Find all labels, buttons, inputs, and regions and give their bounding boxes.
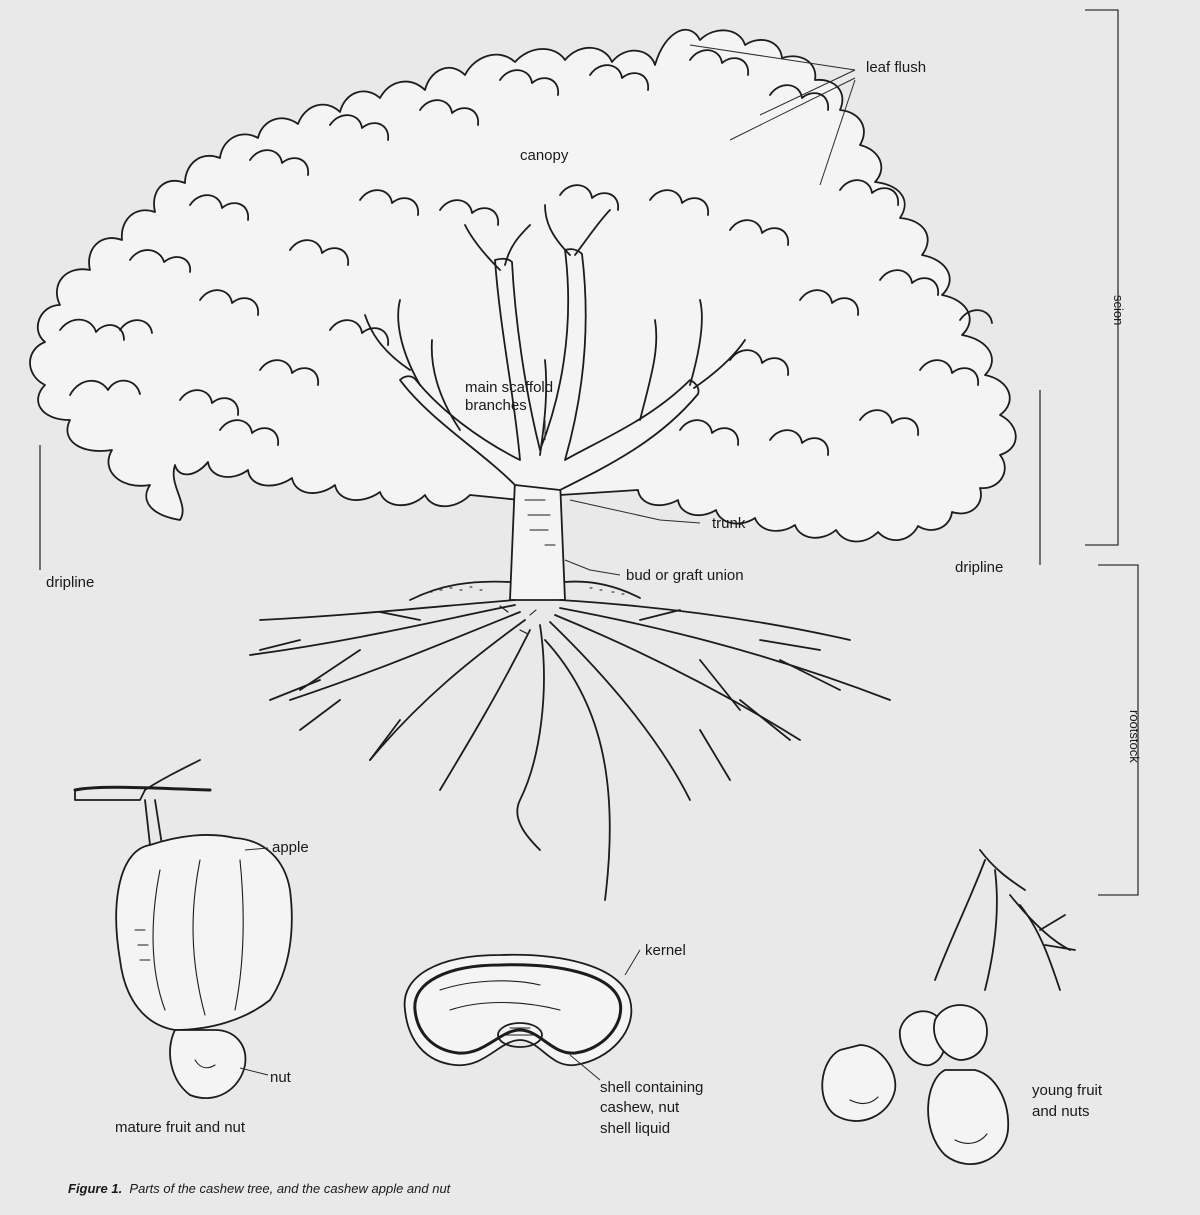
- label-shell-3: shell liquid: [600, 1120, 671, 1137]
- label-young-fruit-2: and nuts: [1032, 1103, 1090, 1120]
- label-trunk: trunk: [712, 515, 746, 532]
- label-branches: branches: [465, 397, 527, 414]
- label-leaf-flush: leaf flush: [866, 59, 927, 76]
- label-kernel: kernel: [645, 942, 686, 959]
- tree-roots: [250, 600, 890, 900]
- scion-bracket: [1085, 10, 1118, 545]
- nut-cross-section: [405, 955, 632, 1065]
- label-dripline-left: dripline: [46, 574, 95, 591]
- label-shell-2: cashew, nut: [600, 1099, 680, 1116]
- label-shell-1: shell containing: [600, 1079, 704, 1096]
- label-apple: apple: [272, 839, 309, 856]
- label-mature-fruit: mature fruit and nut: [115, 1119, 246, 1136]
- label-bud-graft: bud or graft union: [626, 567, 744, 584]
- figure-caption: [68, 1181, 450, 1196]
- label-canopy: canopy: [520, 147, 569, 164]
- caption-figure-number: Figure 1.: [68, 1181, 123, 1196]
- label-dripline-right: dripline: [955, 559, 1004, 576]
- label-main-scaffold: main scaffold: [465, 379, 554, 396]
- label-young-fruit-1: young fruit: [1032, 1082, 1103, 1099]
- label-scion: scion: [1111, 295, 1126, 326]
- caption-text: Parts of the cashew tree, and the cashew apple and nut: [129, 1181, 451, 1196]
- label-rootstock: rootstock: [1127, 710, 1142, 763]
- label-nut: nut: [270, 1069, 291, 1086]
- mature-fruit-illustration: [75, 760, 292, 1098]
